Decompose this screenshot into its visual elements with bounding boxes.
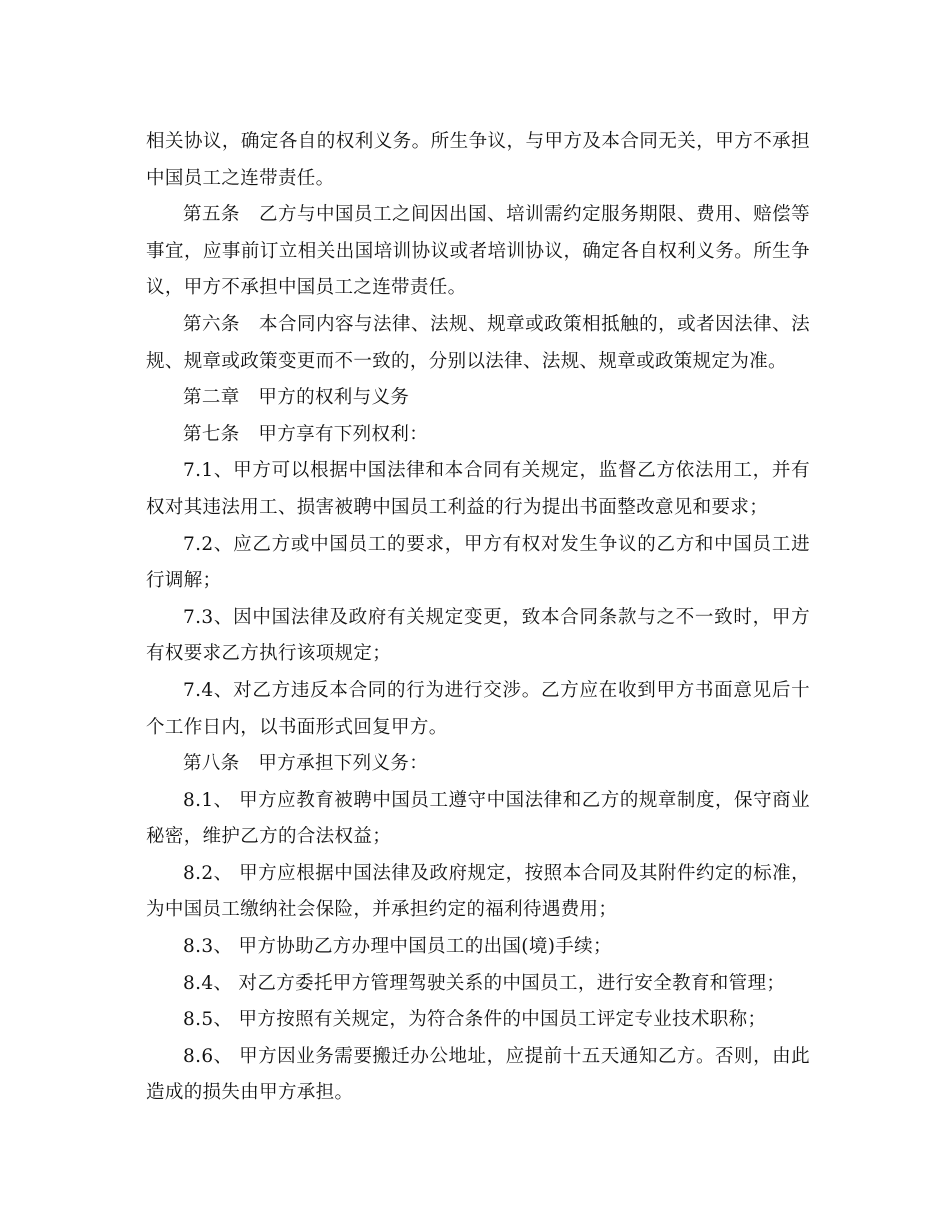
- clause-8-1: 8.1、 甲方应教育被聘中国员工遵守中国法律和乙方的规章制度，保守商业秘密，维护乙方的合法权益；: [146, 789, 810, 848]
- clause-8-5: 8.5、 甲方按照有关规定，为符合条件的中国员工评定专业技术职称；: [183, 1009, 767, 1031]
- clause-7-4: 7.4、对乙方违反本合同的行为进行交涉。乙方应在收到甲方书面意见后十个工作日内，以书面形式回复甲方。: [146, 679, 810, 738]
- document-body: [146, 124, 810, 1112]
- clause-7-1: 7.1、甲方可以根据中国法律和本合同有关规定，监督乙方依法用工，并有权对其违法用工、损害被聘中国员工利益的行为提出书面整改意见和要求；: [146, 460, 810, 518]
- paragraph-article-5: 第五条 乙方与中国员工之间因出国、培训需约定服务期限、费用、赔偿等事宜，应事前订立相关出国培训协议或者培训协议，确定各自权利义务。所生争议，甲方不承担中国员工之连带责任。: [146, 204, 810, 299]
- clause-8-3: 8.3、 甲方协助乙方办理中国员工的出国(境)手续；: [183, 936, 612, 958]
- clause-8-4: 8.4、 对乙方委托甲方管理驾驶关系的中国员工，进行安全教育和管理；: [183, 972, 786, 994]
- paragraph-article-7: 第七条 甲方享有下列权利：: [183, 423, 429, 445]
- clause-8-2: 8.2、 甲方应根据中国法律及政府规定，按照本合同及其附件约定的标准，为中国员工缴纳社会保险，并承担约定的福利待遇费用；: [146, 862, 810, 921]
- clause-7-3: 7.3、因中国法律及政府有关规定变更，致本合同条款与之不一致时，甲方有权要求乙方执行该项规定；: [146, 606, 810, 665]
- clause-8-6: 8.6、 甲方因业务需要搬迁办公地址，应提前十五天通知乙方。否则，由此造成的损失由甲方承担。: [146, 1045, 810, 1104]
- paragraph-continuation: 相关协议，确定各自的权利义务。所生争议，与甲方及本合同无关，甲方不承担中国员工之连带责任。: [146, 131, 810, 189]
- paragraph-article-6: 第六条 本合同内容与法律、法规、规章或政策相抵触的，或者因法律、法规、规章或政策变更而不一致的，分别以法律、法规、规章或政策规定为准。: [146, 313, 810, 372]
- clause-7-2: 7.2、应乙方或中国员工的要求，甲方有权对发生争议的乙方和中国员工进行调解；: [146, 533, 810, 592]
- chapter-heading: 第二章 甲方的权利与义务: [183, 387, 410, 409]
- paragraph-article-8: 第八条 甲方承担下列义务：: [183, 753, 429, 775]
